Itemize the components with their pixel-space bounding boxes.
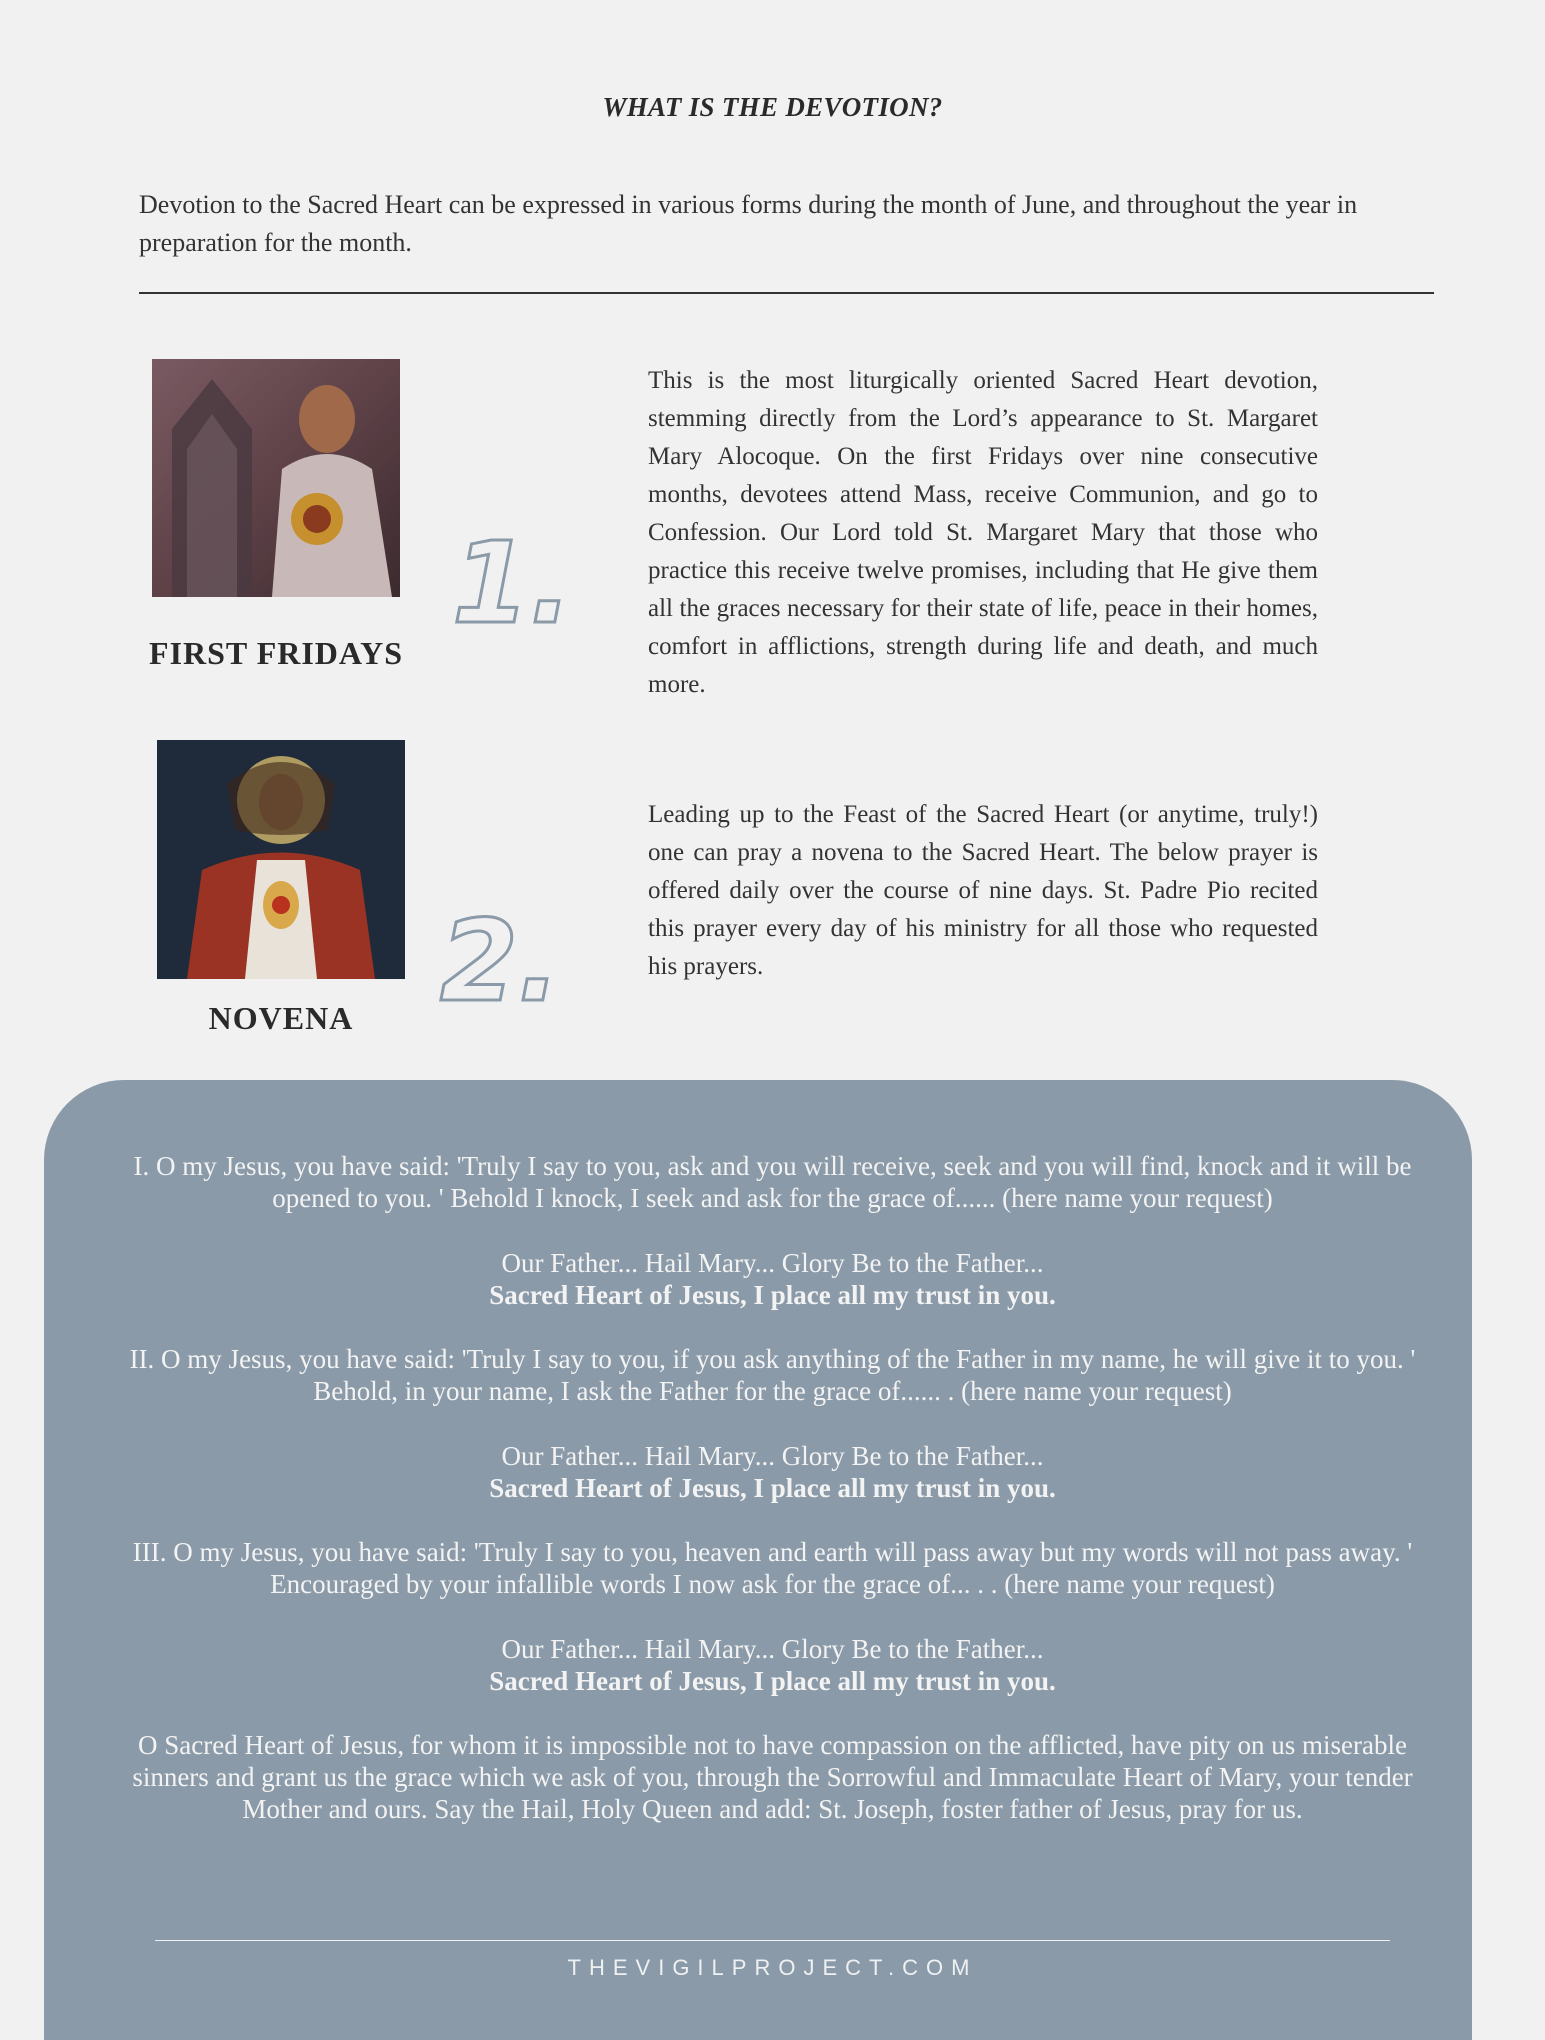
section-number-1: 1. [452, 519, 573, 649]
section-title-first-fridays: FIRST FRIDAYS [149, 635, 403, 671]
prayer-refrain-3 [120, 1633, 1425, 1697]
refrain-plain: Our Father... Hail Mary... Glory Be to the Father... [501, 1634, 1044, 1664]
prayer-closing: O Sacred Heart of Jesus, for whom it is impossible not to have compassion on the afflicted, have pity on us miserable sinners and grant us the grace which we ask of you, through the Sorrowful and Immaculate Heart of Mary, your tender Mother and ours. Say the Hail, Holy Queen and add: St. Joseph, foster father of Jesus, pray for us. [132, 1730, 1413, 1824]
refrain-bold: Sacred Heart of Jesus, I place all my trust in you. [489, 1280, 1056, 1310]
footer-divider [155, 1940, 1390, 1941]
section-number-2: 2. [440, 897, 561, 1027]
prayer-part-1: I. O my Jesus, you have said: 'Truly I say to you, ask and you will receive, seek and you will find, knock and it will be opened to you. ' Behold I knock, I seek and ask for the grace of...... (here name your request) [133, 1151, 1412, 1213]
sacred-heart-painting-image [157, 740, 405, 979]
refrain-bold: Sacred Heart of Jesus, I place all my trust in you. [489, 1473, 1056, 1503]
refrain-plain: Our Father... Hail Mary... Glory Be to the Father... [501, 1441, 1044, 1471]
prayer-part-3: III. O my Jesus, you have said: 'Truly I say to you, heaven and earth will pass away but my words will not pass away. ' Encouraged by your infallible words I now ask for the grace of... . . (here name your request) [132, 1537, 1413, 1599]
section-description-novena: Leading up to the Feast of the Sacred Heart (or anytime, truly!) one can pray a novena to the Sacred Heart. The below prayer is offered daily over the course of nine days. St. Padre Pio recited this prayer every day of his ministry for all those who requested his prayers. [648, 801, 1318, 980]
page-title: WHAT IS THE DEVOTION? [602, 92, 943, 122]
sacred-heart-statue-image [152, 359, 400, 597]
intro-paragraph: Devotion to the Sacred Heart can be expressed in various forms during the month of June, and throughout the year in preparation for the month. [139, 190, 1358, 257]
section-description-first-fridays: This is the most liturgically oriented Sacred Heart devotion, stemming directly from the Lord’s appearance to St. Margaret Mary Alocoque. On the first Fridays over nine consecutive months, devotees attend Mass, receive Communion, and go to Confession. Our Lord told St. Margaret Mary that those who practice this receive twelve promises, including that He give them all the graces necessary for their state of life, peace in their homes, comfort in afflictions, strength during life and death, and much more. [648, 367, 1318, 698]
divider [139, 292, 1434, 294]
section-title-novena: NOVENA [208, 1000, 354, 1036]
prayer-refrain-2 [120, 1440, 1425, 1504]
prayer-part-2: II. O my Jesus, you have said: 'Truly I say to you, if you ask anything of the Father in my name, he will give it to you. ' Behold, in your name, I ask the Father for the grace of...... . (here name your request) [129, 1344, 1416, 1406]
prayer-refrain-1 [120, 1247, 1425, 1311]
refrain-bold: Sacred Heart of Jesus, I place all my trust in you. [489, 1666, 1056, 1696]
refrain-plain: Our Father... Hail Mary... Glory Be to the Father... [501, 1248, 1044, 1278]
footer-site-link[interactable]: THEVIGILPROJECT.COM [567, 1955, 978, 1980]
